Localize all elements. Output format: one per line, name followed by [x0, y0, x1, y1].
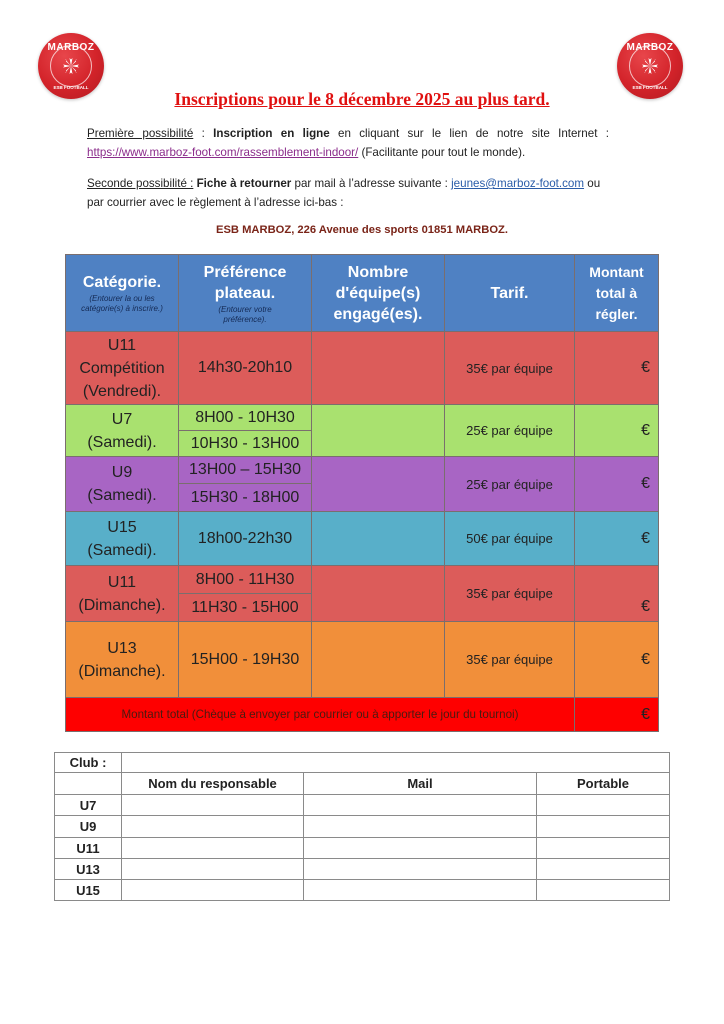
phone-field[interactable] [537, 838, 670, 859]
header-mail: Mail [304, 773, 537, 795]
category-cell[interactable]: U9 (Samedi). [65, 457, 179, 512]
name-field[interactable] [122, 880, 304, 901]
team-count-field[interactable] [312, 512, 445, 566]
time-slot[interactable]: 8H00 - 11H30 [179, 566, 312, 594]
amount-field[interactable]: € [575, 457, 659, 512]
mail-field[interactable] [304, 838, 537, 859]
time-slot[interactable]: 15H30 - 18H00 [179, 484, 312, 512]
phone-field[interactable] [537, 859, 670, 880]
logo-name: MARBOZ [626, 42, 674, 53]
header-portable: Portable [537, 773, 670, 795]
team-count-field[interactable] [312, 457, 445, 512]
tarif-cell: 35€ par équipe [445, 332, 575, 405]
tarif-cell: 25€ par équipe [445, 457, 575, 512]
amount-field[interactable]: € [575, 512, 659, 566]
option-one-bold: Inscription en ligne [213, 127, 330, 140]
amount-field[interactable]: € [575, 332, 659, 405]
logo-name: MARBOZ [47, 42, 95, 53]
row-label: U15 [54, 880, 122, 901]
phone-field[interactable] [537, 880, 670, 901]
team-count-field[interactable] [312, 622, 445, 698]
phone-field[interactable] [537, 816, 670, 838]
total-amount-field[interactable]: € [575, 698, 659, 732]
header-preference: Préférence plateau. (Entourer votre préférence). [179, 254, 312, 332]
mail-field[interactable] [304, 816, 537, 838]
category-cell[interactable]: U11 Compétition (Vendredi). [65, 332, 179, 405]
team-count-field[interactable] [312, 405, 445, 457]
time-slot[interactable]: 11H30 - 15H00 [179, 594, 312, 622]
club-name-field[interactable] [122, 752, 670, 773]
category-cell[interactable]: U11 (Dimanche). [65, 566, 179, 622]
row-label: U7 [54, 795, 122, 816]
mail-field[interactable] [304, 880, 537, 901]
logo-subtitle: ESB FOOTBALL [632, 85, 668, 90]
tarif-cell: 50€ par équipe [445, 512, 575, 566]
email-link[interactable]: jeunes@marboz-foot.com [451, 177, 585, 190]
logo-subtitle: ESB FOOTBALL [53, 85, 89, 90]
time-slot[interactable]: 15H00 - 19H30 [179, 622, 312, 698]
name-field[interactable] [122, 859, 304, 880]
name-field[interactable] [122, 795, 304, 816]
amount-field[interactable]: € [575, 566, 659, 622]
club-label: Club : [54, 752, 122, 773]
row-label: U9 [54, 816, 122, 838]
time-slot[interactable]: 8H00 - 10H30 [179, 405, 312, 431]
header-nombre: Nombre d'équipe(s) engagé(es). [312, 254, 445, 332]
page-title: Inscriptions pour le 8 décembre 2025 au plus tard. [174, 89, 550, 109]
occitan-cross-icon [640, 56, 660, 76]
header-nom-responsable: Nom du responsable [122, 773, 304, 795]
option-two-label: Seconde possibilité : [87, 177, 194, 190]
header-categorie: Catégorie. (Entourer la ou les catégorie(s) à inscrire.) [65, 254, 179, 332]
option-one-label: Première possibilité [87, 127, 194, 140]
row-label: U11 [54, 838, 122, 859]
option-one-paragraph: Première possibilité : Inscription en ligne en cliquant sur le lien de notre site Internet : https://www.marboz-foot.com/rassemblement-indoor/ (Facilitante pour tout le monde). [87, 127, 609, 159]
mail-field[interactable] [304, 795, 537, 816]
option-two-bold: Fiche à retourner [196, 177, 292, 190]
category-cell[interactable]: U13 (Dimanche). [65, 622, 179, 698]
option-two-paragraph: Seconde possibilité : Fiche à retourner par mail à l’adresse suivante : jeunes@marboz-foot.com ou par courrier avec le règlement à l’adresse ici-bas : [87, 177, 601, 209]
tarif-cell: 35€ par équipe [445, 622, 575, 698]
name-field[interactable] [122, 816, 304, 838]
time-slot[interactable]: 14h30-20h10 [179, 332, 312, 405]
header-blank [54, 773, 122, 795]
tarif-cell: 35€ par équipe [445, 566, 575, 622]
amount-field[interactable]: € [575, 622, 659, 698]
registration-link[interactable]: https://www.marboz-foot.com/rassemblement-indoor/ [87, 146, 359, 159]
name-field[interactable] [122, 838, 304, 859]
header-tarif: Tarif. [445, 254, 575, 332]
time-slot[interactable]: 13H00 – 15H30 [179, 457, 312, 484]
tarif-cell: 25€ par équipe [445, 405, 575, 457]
time-slot[interactable]: 10H30 - 13H00 [179, 431, 312, 457]
category-cell[interactable]: U15 (Samedi). [65, 512, 179, 566]
category-cell[interactable]: U7 (Samedi). [65, 405, 179, 457]
time-slot[interactable]: 18h00-22h30 [179, 512, 312, 566]
team-count-field[interactable] [312, 332, 445, 405]
amount-field[interactable]: € [575, 405, 659, 457]
team-count-field[interactable] [312, 566, 445, 622]
header-montant: Montant total à régler. [575, 254, 659, 332]
phone-field[interactable] [537, 795, 670, 816]
occitan-cross-icon [61, 56, 81, 76]
row-label: U13 [54, 859, 122, 880]
postal-address: ESB MARBOZ, 226 Avenue des sports 01851 MARBOZ. [216, 224, 508, 236]
total-label: Montant total (Chèque à envoyer par courrier ou à apporter le jour du tournoi) [65, 698, 575, 732]
mail-field[interactable] [304, 859, 537, 880]
